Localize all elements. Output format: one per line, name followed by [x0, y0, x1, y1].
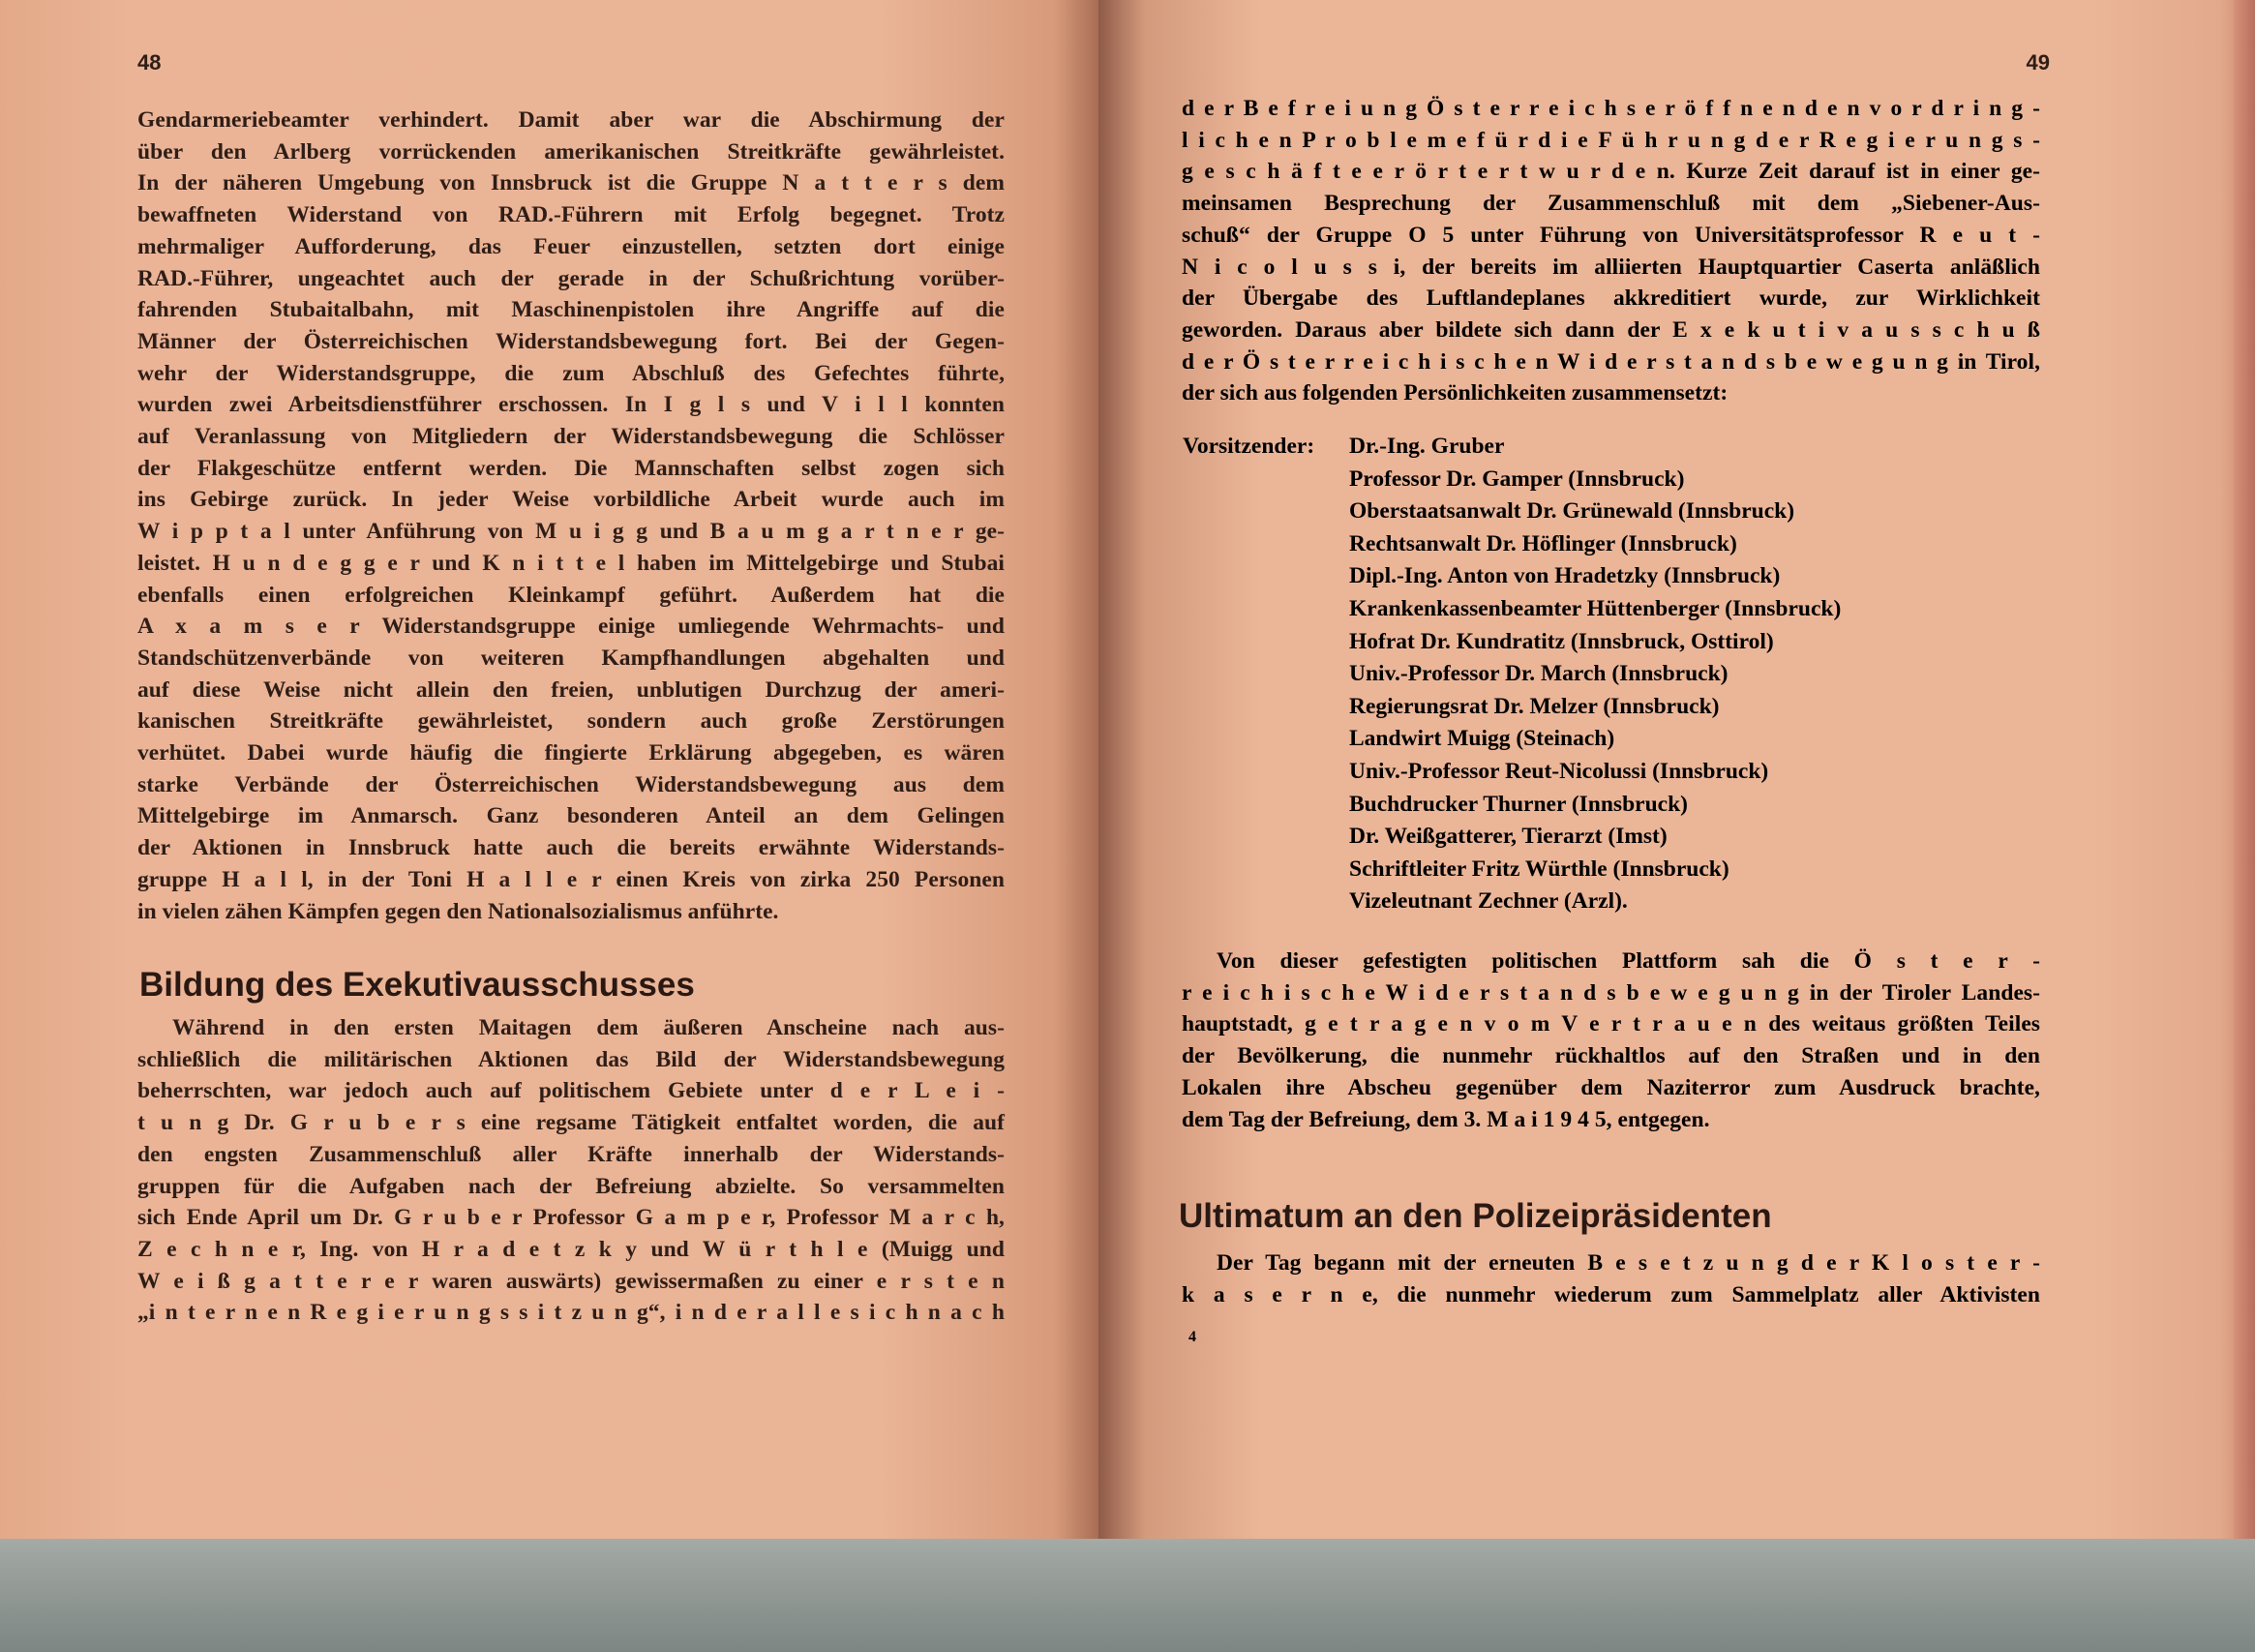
text-line: der sich aus folgenden Persönlichkeiten zusammensetzt:	[1182, 380, 1729, 406]
text-line: d e r B e f r e i u n g Ö s t e r r e i c h s e r ö f f n e n d e n v o r d r i n g -	[1182, 96, 2040, 121]
text-line: Der Tag begann mit der erneuten B e s e t z u n g d e r K l o s t e r -	[1217, 1250, 2040, 1276]
left-body-part1	[137, 105, 1005, 927]
member-item: Dr. Weißgatterer, Tierarzt (Imst)	[1349, 824, 1668, 850]
text-line: r e i c h i s c h e W i d e r s t a n d s b e w e g u n g in der Tiroler Landes-	[1182, 979, 2040, 1006]
page-number-left: 48	[137, 50, 162, 75]
member-item: Hofrat Dr. Kundratitz (Innsbruck, Osttirol)	[1349, 628, 1774, 654]
text-line: schließlich die militärischen Aktionen das Bild der Widerstandsbewegung	[137, 1046, 1005, 1072]
heading-exekutivausschuss: Bildung des Exekutivausschusses	[139, 966, 695, 1004]
text-line: Von dieser gefestigten politischen Plattform sah die Ö s t e r -	[1217, 948, 2040, 974]
text-line: W e i ß g a t t e r e r waren auswärts) gewissermaßen zu einer e r s t e n	[137, 1268, 1005, 1294]
heading-ultimatum: Ultimatum an den Polizeipräsidenten	[1179, 1197, 1772, 1235]
text-line: Männer der Österreichischen Widerstandsbewegung fort. Bei der Gegen-	[137, 328, 1005, 354]
text-line: mehrmaliger Aufforderung, das Feuer einzustellen, setzten dort einige	[137, 233, 1005, 259]
member-item: Krankenkassenbeamter Hüttenberger (Innsbruck)	[1349, 595, 1842, 621]
text-line: Während in den ersten Maitagen dem äußeren Anscheine nach aus-	[172, 1015, 1005, 1040]
chair-name: Dr.-Ing. Gruber	[1349, 434, 1505, 459]
text-line: sich Ende April um Dr. G r u b e r Professor G a m p e r, Professor M a r c h,	[137, 1205, 1005, 1231]
text-line: ins Gebirge zurück. In jeder Weise vorbildliche Arbeit wurde auch im	[137, 487, 1005, 513]
text-line: N i c o l u s s i, der bereits im alliierten Hauptquartier Caserta anläßlich	[1182, 254, 2040, 280]
text-line: t u n g Dr. G r u b e r s eine regsame Tätigkeit entfaltet worden, die auf	[137, 1110, 1005, 1136]
text-line: kanischen Streitkräfte gewährleistet, sondern auch große Zerstörungen	[137, 708, 1005, 735]
scan-background	[0, 1539, 2255, 1652]
right-body-part2	[1182, 946, 2040, 1135]
text-line: wurden zwei Arbeitsdienstführer erschossen. In I g l s und V i l l konnten	[137, 392, 1005, 418]
text-line: W i p p t a l unter Anführung von M u i g g und B a u m g a r t n e r ge-	[137, 519, 1005, 545]
text-line: Standschützenverbände von weiteren Kampfhandlungen abgehalten und	[137, 645, 1005, 671]
text-line: Lokalen ihre Abscheu gegenüber dem Naziterror zum Ausdruck brachte,	[1182, 1074, 2040, 1100]
text-line: der Bevölkerung, die nunmehr rückhaltlos auf den Straßen und in den	[1182, 1043, 2040, 1069]
text-line: schuß“ der Gruppe O 5 unter Führung von Universitätsprofessor R e u t -	[1182, 222, 2040, 248]
right-body-part1	[1182, 93, 2040, 409]
text-line: In der näheren Umgebung von Innsbruck ist die Gruppe N a t t e r s dem	[137, 170, 1005, 196]
text-line: RAD.-Führer, ungeachtet auch der gerade in der Schußrichtung vorüber-	[137, 265, 1005, 291]
text-line: starke Verbände der Österreichischen Widerstandsbewegung aus dem	[137, 771, 1005, 797]
text-line: fahrenden Stubaitalbahn, mit Maschinenpistolen ihre Angriffe auf die	[137, 297, 1005, 323]
right-body-part3	[1182, 1247, 2040, 1310]
member-item: Professor Dr. Gamper (Innsbruck)	[1349, 466, 1685, 492]
text-line: über den Arlberg vorrückenden amerikanischen Streitkräfte gewährleistet.	[137, 138, 1005, 165]
text-line: ebenfalls einen erfolgreichen Kleinkampf geführt. Außerdem hat die	[137, 582, 1005, 608]
text-line: dem Tag der Befreiung, dem 3. M a i 1 9 4 5, entgegen.	[1182, 1106, 1710, 1132]
text-line: bewaffneten Widerstand von RAD.-Führern mit Erfolg begegnet. Trotz	[137, 202, 1005, 228]
text-line: Gendarmeriebeamter verhindert. Damit aber war die Abschirmung der	[137, 107, 1005, 133]
text-line: auf Veranlassung von Mitgliedern der Widerstandsbewegung die Schlösser	[137, 424, 1005, 450]
text-line: der Übergabe des Luftlandeplanes akkreditiert wurde, zur Wirklichkeit	[1182, 285, 2040, 312]
text-line: geworden. Daraus aber bildete sich dann der E x e k u t i v a u s s c h u ß	[1182, 316, 2040, 343]
member-list	[1349, 464, 2027, 918]
member-item: Oberstaatsanwalt Dr. Grünewald (Innsbruck)	[1349, 498, 1795, 525]
left-page	[0, 0, 1098, 1539]
text-line: Mittelgebirge im Anmarsch. Ganz besonderen Anteil an dem Gelingen	[137, 803, 1005, 829]
page-number-right: 49	[2026, 50, 2050, 75]
text-line: den engsten Zusammenschluß aller Kräfte innerhalb der Widerstands-	[137, 1141, 1005, 1167]
text-line: in vielen zähen Kämpfen gegen den Nationalsozialismus anführte.	[137, 898, 779, 924]
chair-label: Vorsitzender:	[1183, 434, 1315, 459]
member-item: Vizeleutnant Zechner (Arzl).	[1349, 888, 1628, 915]
member-item: Buchdrucker Thurner (Innsbruck)	[1349, 791, 1688, 817]
member-item: Schriftleiter Fritz Würthle (Innsbruck)	[1349, 856, 1729, 882]
text-line: auf diese Weise nicht allein den freien, unblutigen Durchzug der ameri-	[137, 676, 1005, 703]
text-line: g e s c h ä f t e e r ö r t e r t w u r d e n. Kurze Zeit darauf ist in einer ge-	[1182, 159, 2040, 185]
member-item: Univ.-Professor Reut-Nicolussi (Innsbruck)	[1349, 758, 1769, 784]
member-item: Univ.-Professor Dr. March (Innsbruck)	[1349, 661, 1729, 687]
text-line: verhütet. Dabei wurde häufig die fingierte Erklärung abgegeben, es wären	[137, 740, 1005, 766]
text-line: l i c h e n P r o b l e m e f ü r d i e F ü h r u n g d e r R e g i e r u n g s -	[1182, 127, 2040, 153]
text-line: leistet. H u n d e g g e r und K n i t t e l haben im Mittelgebirge und Stubai	[137, 550, 1005, 576]
text-line: d e r Ö s t e r r e i c h i s c h e n W i d e r s t a n d s b e w e g u n g in Tirol,	[1182, 348, 2040, 375]
member-item: Rechtsanwalt Dr. Höflinger (Innsbruck)	[1349, 530, 1737, 556]
text-line: „i n t e r n e n R e g i e r u n g s s i t z u n g“, i n d e r a l l e s i c h n a c h	[137, 1300, 1005, 1326]
text-line: wehr der Widerstandsgruppe, die zum Abschluß des Gefechtes führte,	[137, 360, 1005, 386]
text-line: gruppe H a l l, in der Toni H a l l e r einen Kreis von zirka 250 Personen	[137, 866, 1005, 892]
text-line: der Flakgeschütze entfernt werden. Die Mannschaften selbst zogen sich	[137, 455, 1005, 481]
text-line: k a s e r n e, die nunmehr wiederum zum Sammelplatz aller Aktivisten	[1182, 1281, 2040, 1307]
left-body-part2	[137, 1012, 1005, 1329]
text-line: der Aktionen in Innsbruck hatte auch die bereits erwähnte Widerstands-	[137, 835, 1005, 861]
text-line: Z e c h n e r, Ing. von H r a d e t z k y und W ü r t h l e (Muigg und	[137, 1236, 1005, 1262]
text-line: beherrschten, war jedoch auch auf politischem Gebiete unter d e r L e i -	[137, 1078, 1005, 1104]
text-line: hauptstadt, g e t r a g e n v o m V e r t r a u e n des weitaus größten Teiles	[1182, 1011, 2040, 1037]
member-item: Regierungsrat Dr. Melzer (Innsbruck)	[1349, 693, 1720, 719]
signature-mark: 4	[1188, 1329, 1196, 1345]
text-line: A x a m s e r Widerstandsgruppe einige umliegende Wehrmachts- und	[137, 614, 1005, 640]
text-line: meinsamen Besprechung der Zusammenschluß mit dem „Siebener-Aus-	[1182, 191, 2040, 217]
member-item: Landwirt Muigg (Steinach)	[1349, 726, 1615, 752]
text-line: gruppen für die Aufgaben nach der Befreiung abzielte. So versammelten	[137, 1173, 1005, 1199]
member-item: Dipl.-Ing. Anton von Hradetzky (Innsbruck)	[1349, 563, 1781, 589]
